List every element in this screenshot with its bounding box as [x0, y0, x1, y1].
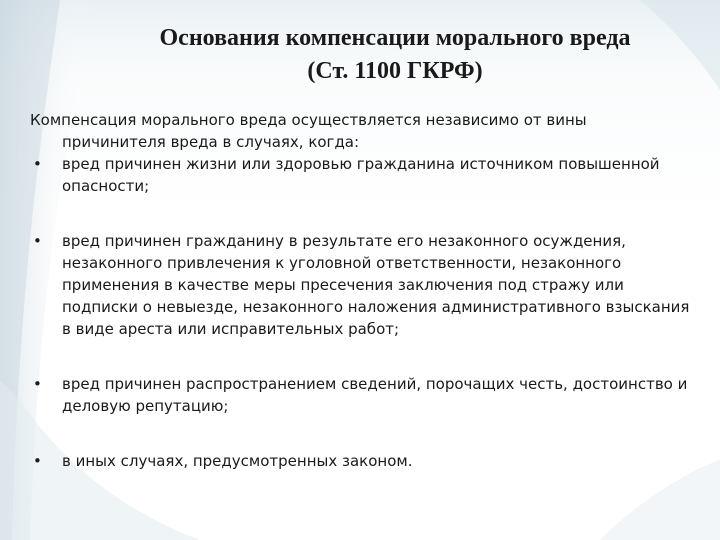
list-item-text: вред причинен гражданину в результате его незаконного осуждения, незаконного привлечения к уголовной ответственности, незаконного применения в качестве меры пресечения заключения под стражу или подписки о невыезде, незаконного наложения административного взыскания в виде ареста или исправительных работ;	[62, 232, 690, 338]
title-line-1: Основания компенсации морального вреда	[159, 25, 631, 51]
list-item-text: в иных случаях, предусмотренных законом.	[62, 452, 413, 470]
list-item	[30, 230, 695, 340]
title-line-2: (Ст. 1100 ГКРФ)	[307, 58, 483, 84]
slide-body	[30, 109, 695, 472]
list-item-text: вред причинен распространением сведений, порочащих честь, достоинство и деловую репутацию;	[62, 375, 688, 415]
slide-title	[30, 22, 690, 88]
bullet-icon: •	[33, 232, 42, 250]
list-item	[30, 450, 695, 472]
list-item	[30, 373, 695, 417]
list-item	[30, 153, 695, 197]
bullet-icon: •	[33, 452, 42, 470]
list-item-text: вред причинен жизни или здоровью гражданина источником повышенной опасности;	[62, 155, 660, 195]
intro-paragraph: Компенсация морального вреда осуществляется независимо от вины причинителя вреда в случаях, когда:	[30, 111, 587, 151]
bullet-icon: •	[33, 375, 42, 393]
bullet-icon: •	[33, 155, 42, 173]
